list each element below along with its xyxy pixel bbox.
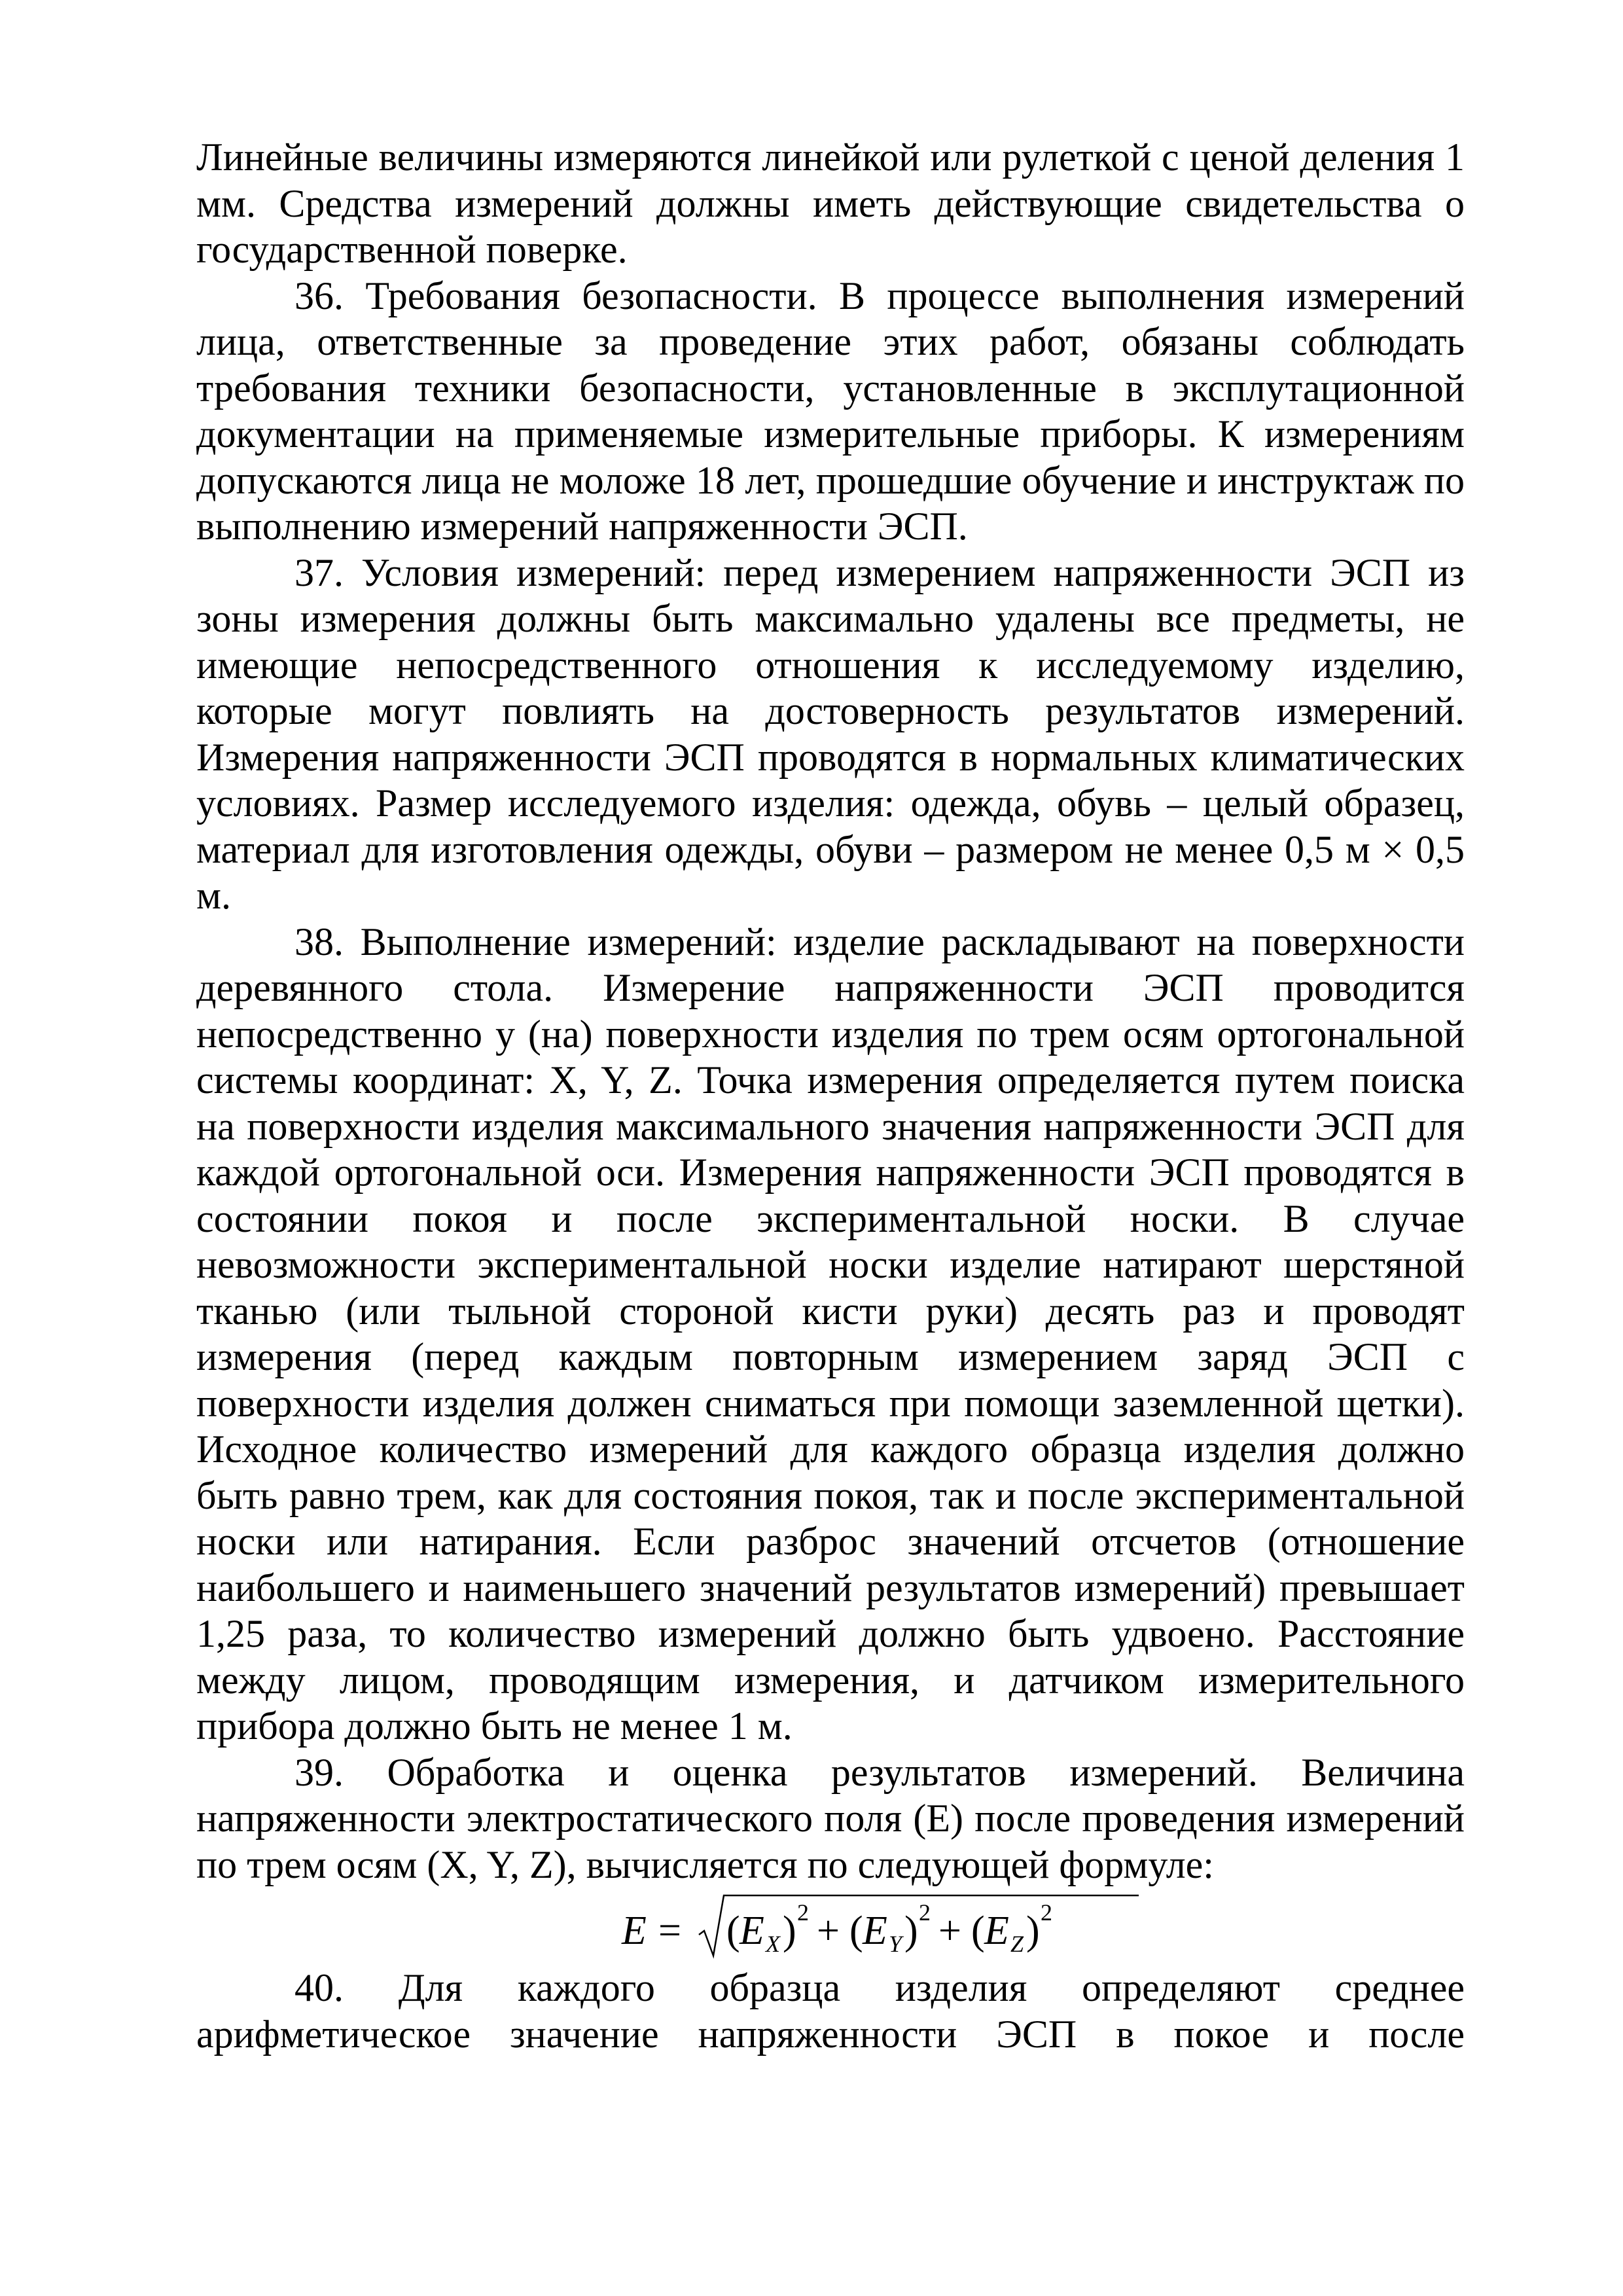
- formula-paren-open-y: (: [849, 1909, 863, 1953]
- formula-paren-open-x: (: [726, 1909, 740, 1953]
- formula-paren-open-z: (: [971, 1909, 985, 1953]
- paragraph-40: 40. Для каждого образца изделия определяют среднее арифметическое значение напряженности ЭСП в покое и после: [196, 1966, 1465, 2056]
- formula-plus-2: +: [938, 1909, 961, 1953]
- formula-power-y: 2: [919, 1899, 931, 1926]
- paragraph-38: 38. Выполнение измерений: изделие раскладывают на поверхности деревянного стола. Измерение напряженности ЭСП проводится непосредственно у (на) поверхности изделия по трем осям ортогональной системы координат: X, Y, Z. Точка измерения определяется путем поиска на поверхности изделия максимального значения напряженности ЭСП для каждой ортогональной оси. Измерения напряженности ЭСП проводятся в состоянии покоя и после экспериментальной носки. В случае невозможности экспериментальной носки изделие натирают шерстяной тканью (или тыльной стороной кисти руки) десять раз и проводят измерения (перед каждым повторным измерением заряд ЭСП с поверхности изделия должен сниматься при помощи заземленной щетки). Исходное количество измерений для каждого образца изделия должно быть равно трем, как для состояния покоя, так и после экспериментальной носки или натирания. Если разброс значений отсчетов (отношение наибольшего и наименьшего значений результатов измерений) превышает 1,25 раза, то количество измерений должно быть удвоено. Расстояние между лицом, проводящим измерения, и датчиком измерительного прибора должно быть не менее 1 м.: [196, 920, 1465, 1748]
- formula-lhs: E: [622, 1909, 647, 1953]
- formula-paren-close-y: ): [904, 1909, 918, 1953]
- document-page: [196, 134, 1465, 2057]
- paragraph-intro: Линейные величины измеряются линейкой или рулеткой с ценой деления 1 мм. Средства измерений должны иметь действующие свидетельства о государственной поверке.: [196, 135, 1465, 271]
- formula-equals: =: [658, 1909, 681, 1953]
- formula-term-z-base: E: [984, 1909, 1009, 1953]
- formula-term-x-sub: X: [766, 1931, 780, 1957]
- formula-power-x: 2: [797, 1899, 809, 1926]
- formula-paren-close-x: ): [783, 1909, 796, 1953]
- formula-term-z-sub: Z: [1010, 1931, 1024, 1957]
- formula-term-x-base: E: [740, 1909, 764, 1953]
- paragraph-39: 39. Обработка и оценка результатов измерений. Величина напряженности электростатического поля (Е) после проведения измерений по трем осям (X, Y, Z), вычисляется по следующей формуле:: [196, 1750, 1465, 1886]
- formula-power-z: 2: [1041, 1899, 1052, 1926]
- paragraph-37: 37. Условия измерений: перед измерением напряженности ЭСП из зоны измерения должны быть максимально удалены все предметы, не имеющие непосредственного отношения к исследуемому изделию, которые могут повлиять на достоверность результатов измерений. Измерения напряженности ЭСП проводятся в нормальных климатических условиях. Размер исследуемого изделия: одежда, обувь – целый образец, материал для изготовления одежды, обуви – размером не менее 0,5 м × 0,5 м.: [196, 550, 1465, 917]
- formula-field-strength: [196, 1888, 1465, 1965]
- formula-term-y-base: E: [863, 1909, 887, 1953]
- paragraph-36: 36. Требования безопасности. В процессе выполнения измерений лица, ответственные за проведение этих работ, обязаны соблюдать требования техники безопасности, установленные в эксплутационной документации на применяемые измерительные приборы. К измерениям допускаются лица не моложе 18 лет, прошедшие обучение и инструктаж по выполнению измерений напряженности ЭСП.: [196, 274, 1465, 548]
- formula-graphic: [622, 1888, 1145, 1965]
- formula-paren-close-z: ): [1026, 1909, 1040, 1953]
- formula-plus-1: +: [817, 1909, 840, 1953]
- formula-term-y-sub: Y: [889, 1931, 902, 1957]
